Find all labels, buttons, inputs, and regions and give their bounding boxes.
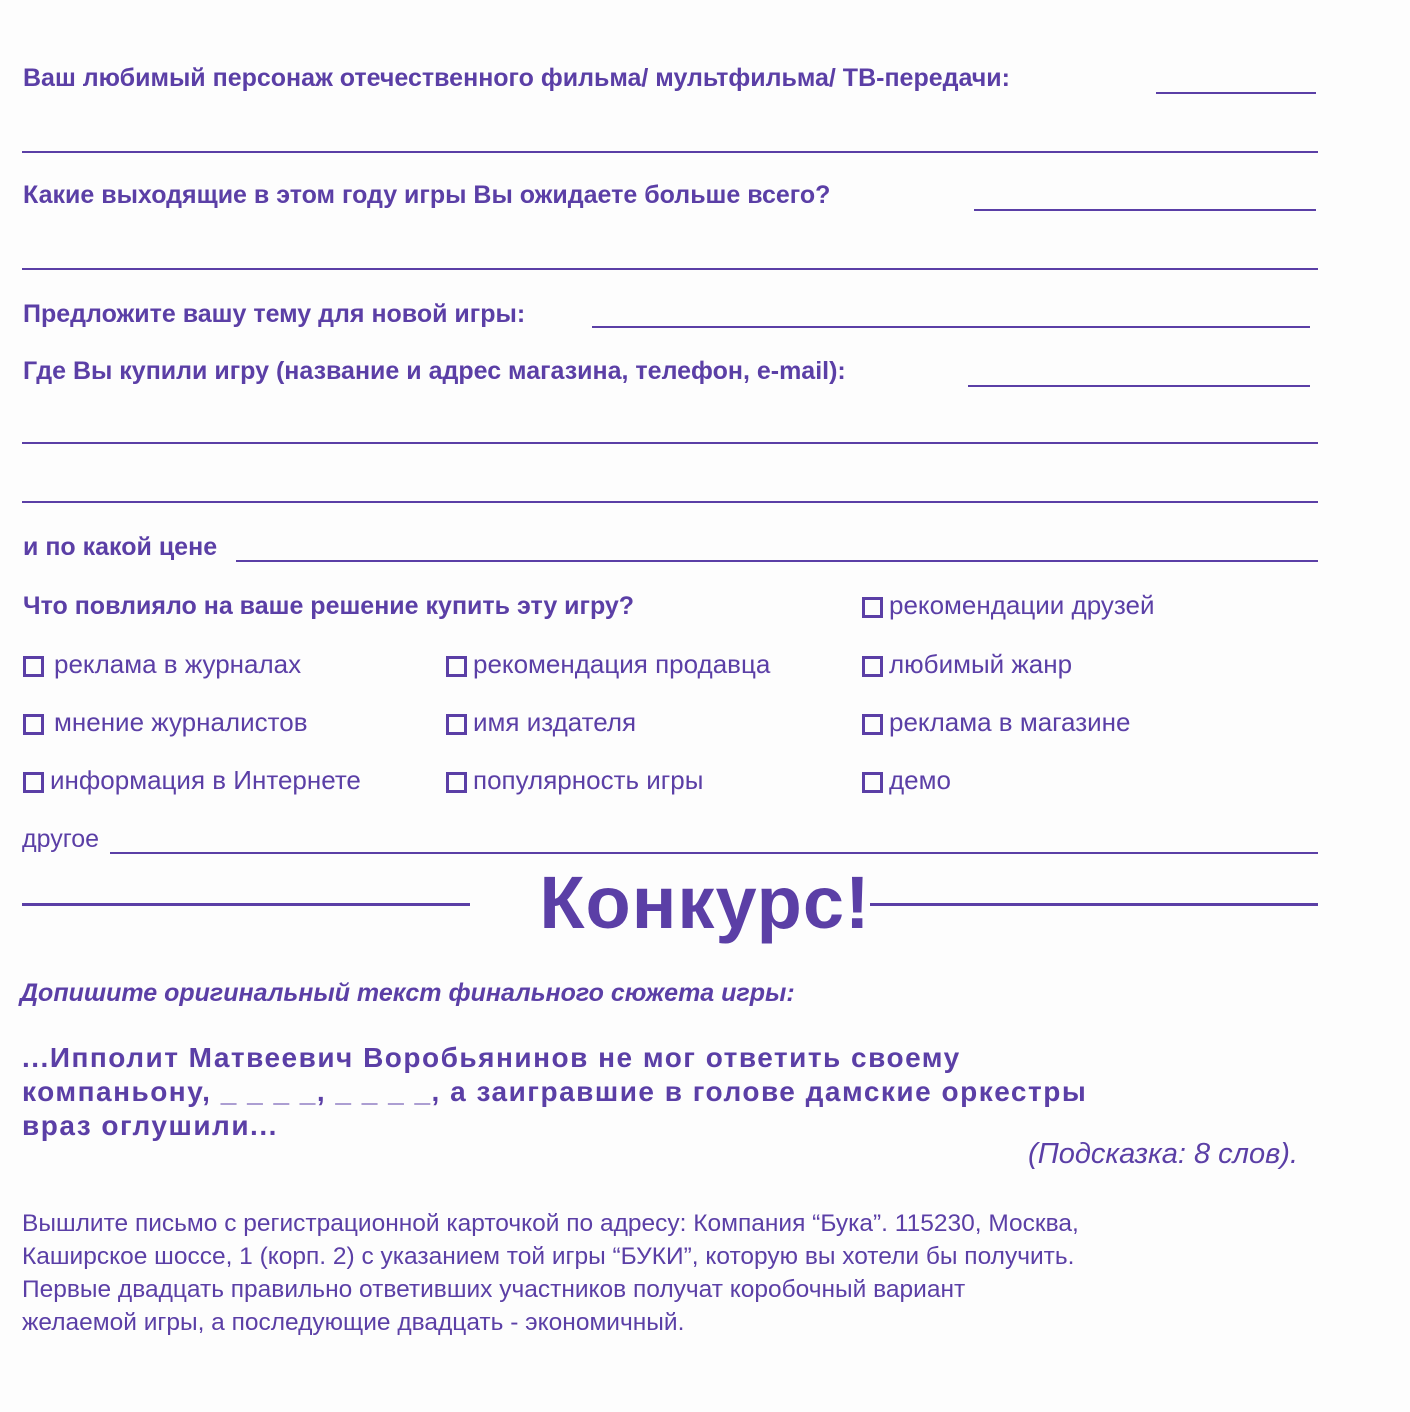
answer-line-other[interactable] bbox=[110, 852, 1318, 854]
contest-hint: (Подсказка: 8 слов). bbox=[1028, 1138, 1298, 1170]
question-where-bought: Где Вы купили игру (название и адрес магазина, телефон, e-mail): bbox=[23, 357, 846, 385]
option-seller[interactable]: рекомендация продавца bbox=[446, 649, 770, 680]
option-magazine-ads[interactable]: реклама в журналах bbox=[23, 649, 301, 680]
checkbox[interactable] bbox=[862, 656, 883, 677]
option-friends[interactable]: рекомендации друзей bbox=[862, 590, 1154, 621]
option-journalists[interactable]: мнение журналистов bbox=[23, 707, 308, 738]
divider-right bbox=[870, 903, 1318, 906]
answer-line-topic[interactable] bbox=[592, 326, 1310, 328]
contest-title: Конкурс! bbox=[539, 861, 871, 944]
option-store-ads[interactable]: реклама в магазине bbox=[862, 707, 1131, 738]
contest-task: Допишите оригинальный текст финального сюжета игры: bbox=[20, 979, 795, 1007]
answer-line-character-2[interactable] bbox=[22, 151, 1318, 153]
other-label: другое bbox=[22, 825, 100, 853]
footer-line-2: Каширское шоссе, 1 (корп. 2) с указанием той игры “БУКИ”, которую вы хотели бы получить. bbox=[22, 1243, 1075, 1270]
checkbox[interactable] bbox=[446, 656, 467, 677]
checkbox[interactable] bbox=[862, 714, 883, 735]
answer-line-where-bought-2[interactable] bbox=[22, 442, 1318, 444]
footer-line-4: желаемой игры, а последующие двадцать - экономичный. bbox=[22, 1309, 685, 1336]
checkbox[interactable] bbox=[446, 714, 467, 735]
answer-line-where-bought[interactable] bbox=[968, 385, 1310, 387]
footer-line-3: Первые двадцать правильно ответивших участников получат коробочный вариант bbox=[22, 1276, 966, 1303]
question-influence: Что повлияло на ваше решение купить эту игру? bbox=[23, 592, 635, 620]
option-genre[interactable]: любимый жанр bbox=[862, 649, 1072, 680]
question-new-topic: Предложите вашу тему для новой игры: bbox=[23, 300, 526, 328]
question-expected-games: Какие выходящие в этом году игры Вы ожидаете больше всего? bbox=[23, 181, 831, 209]
checkbox[interactable] bbox=[23, 772, 44, 793]
question-favorite-character: Ваш любимый персонаж отечественного фильма/ мультфильма/ ТВ-передачи: bbox=[23, 64, 1010, 92]
question-price: и по какой цене bbox=[23, 533, 218, 561]
checkbox[interactable] bbox=[862, 772, 883, 793]
answer-line-where-bought-3[interactable] bbox=[22, 501, 1318, 503]
checkbox[interactable] bbox=[23, 656, 44, 677]
story-line-1: ...Ипполит Матвеевич Воробьянинов не мог ответить своему bbox=[22, 1042, 961, 1073]
option-popularity[interactable]: популярность игры bbox=[446, 765, 703, 796]
option-internet[interactable]: информация в Интернете bbox=[23, 765, 361, 796]
contest-story bbox=[22, 1041, 1322, 1143]
checkbox[interactable] bbox=[23, 714, 44, 735]
answer-line-character[interactable] bbox=[1156, 92, 1316, 94]
checkbox[interactable] bbox=[446, 772, 467, 793]
option-publisher[interactable]: имя издателя bbox=[446, 707, 636, 738]
checkbox[interactable] bbox=[862, 597, 883, 618]
footer-instructions bbox=[22, 1207, 1352, 1339]
answer-line-expected-games[interactable] bbox=[974, 209, 1316, 211]
option-demo[interactable]: демо bbox=[862, 765, 951, 796]
answer-line-expected-games-2[interactable] bbox=[22, 268, 1318, 270]
answer-line-price[interactable] bbox=[236, 560, 1318, 562]
story-line-3: враз оглушили... bbox=[22, 1110, 278, 1141]
footer-line-1: Вышлите письмо с регистрационной карточкой по адресу: Компания “Бука”. 115230, Москва, bbox=[22, 1210, 1079, 1237]
story-line-2: компаньону, _ _ _ _, _ _ _ _, а заигравшие в голове дамские оркестры bbox=[22, 1076, 1088, 1107]
